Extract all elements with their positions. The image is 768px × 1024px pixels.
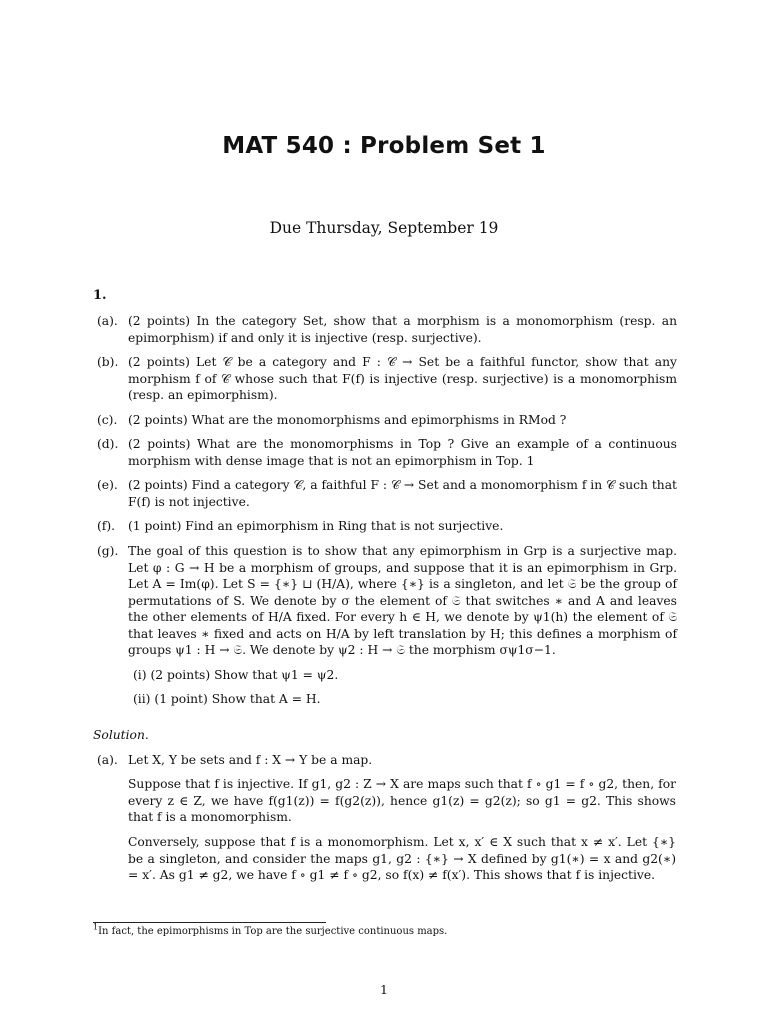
item-text: (2 points) In the category Set, show that a morphism is a monomorphism (resp. an epimorphism) if and only it is injective (resp. surjective).	[128, 314, 677, 345]
item-text: (1 point) Find an epimorphism in Ring that is not surjective.	[128, 519, 504, 533]
item-label: (g).	[97, 544, 119, 558]
item-label: (a).	[97, 314, 118, 328]
item-label: (f).	[97, 519, 116, 533]
problem-item-b	[97, 354, 677, 404]
solution-label: Solution.	[93, 728, 149, 742]
item-text: (2 points) Find a category 𝒞, a faithful F : 𝒞 → Set and a monomorphism f in 𝒞 such that F(f) is not injective.	[128, 478, 677, 509]
problem-item-g	[97, 543, 677, 659]
due-date: Due Thursday, September 19	[269, 219, 499, 237]
problem-number: 1.	[93, 288, 107, 303]
problem-item-f	[97, 518, 677, 535]
item-text: (2 points) What are the monomorphisms and epimorphisms in RMod ?	[128, 413, 567, 427]
sub-item-ii	[133, 691, 673, 708]
sub-item-i	[133, 667, 673, 684]
footnote-text: In fact, the epimorphisms in Top are the surjective continuous maps.	[98, 926, 448, 937]
page-title: MAT 540 : Problem Set 1	[222, 133, 546, 159]
page-number: 1	[380, 982, 388, 997]
footnote-rule	[93, 922, 326, 923]
item-text: The goal of this question is to show that any epimorphism in Grp is a surjective map. Let φ : G → H be a morphism of groups, and suppose that it is an epimorphism in Grp. Let A = Im(φ). Let S = {∗} ⊔ (H/A), where {∗} is a singleton, and let 𝔖 be the group of permutations of S. We denote by σ the element of 𝔖 that switches ∗ and A and leaves the other elements of H/A fixed. For every h ∈ H, we denote by ψ1(h) the element of 𝔖 that leaves ∗ fixed and acts on H/A by left translation by H; this defines a morphism of groups ψ1 : H → 𝔖. We denote by ψ2 : H → 𝔖 the morphism σψ1σ−1.	[128, 544, 677, 657]
item-label: (c).	[97, 413, 118, 427]
sub-item-text: (1 point) Show that A = H.	[154, 692, 321, 706]
solution-paragraph-1: Suppose that f is injective. If g1, g2 : Z → X are maps such that f ∘ g1 = f ∘ g2, then, for every z ∈ Z, we have f(g1(z)) = f(g2(z)), hence g1(z) = g2(z); so g1 = g2. This shows that f is a monomorphism.	[128, 777, 676, 824]
solution-part-label: (a).	[97, 753, 118, 767]
item-text: (2 points) Let 𝒞 be a category and F : 𝒞 → Set be a faithful functor, show that any morphism f of 𝒞 whose such that F(f) is injective (resp. surjective) is a monomorphism (resp. an epimorphism).	[128, 355, 677, 402]
item-label: (e).	[97, 478, 118, 492]
problem-item-d	[97, 436, 677, 469]
item-label: (b).	[97, 355, 119, 369]
solution-part-a	[97, 752, 677, 769]
sub-item-label: (i)	[133, 668, 147, 682]
footnote	[93, 922, 677, 938]
item-text: (2 points) What are the monomorphisms in Top ? Give an example of a continuous morphism with dense image that is not an epimorphism in Top. 1	[128, 437, 677, 468]
problem-item-a	[97, 313, 677, 346]
problem-item-c	[97, 412, 677, 429]
sub-item-text: (2 points) Show that ψ1 = ψ2.	[150, 668, 339, 682]
footnote-mark: 1	[93, 922, 99, 932]
sub-item-label: (ii)	[133, 692, 151, 706]
solution-paragraph-2: Conversely, suppose that f is a monomorphism. Let x, x′ ∈ X such that x ≠ x′. Let {∗} be a singleton, and consider the maps g1, g2 : {∗} → X defined by g1(∗) = x and g2(∗) = x′. As g1 ≠ g2, we have f ∘ g1 ≠ f ∘ g2, so f(x) ≠ f(x′). This shows that f is injective.	[128, 835, 676, 882]
item-label: (d).	[97, 437, 119, 451]
solution-intro: Let X, Y be sets and f : X → Y be a map.	[128, 753, 373, 767]
problem-item-e	[97, 477, 677, 510]
